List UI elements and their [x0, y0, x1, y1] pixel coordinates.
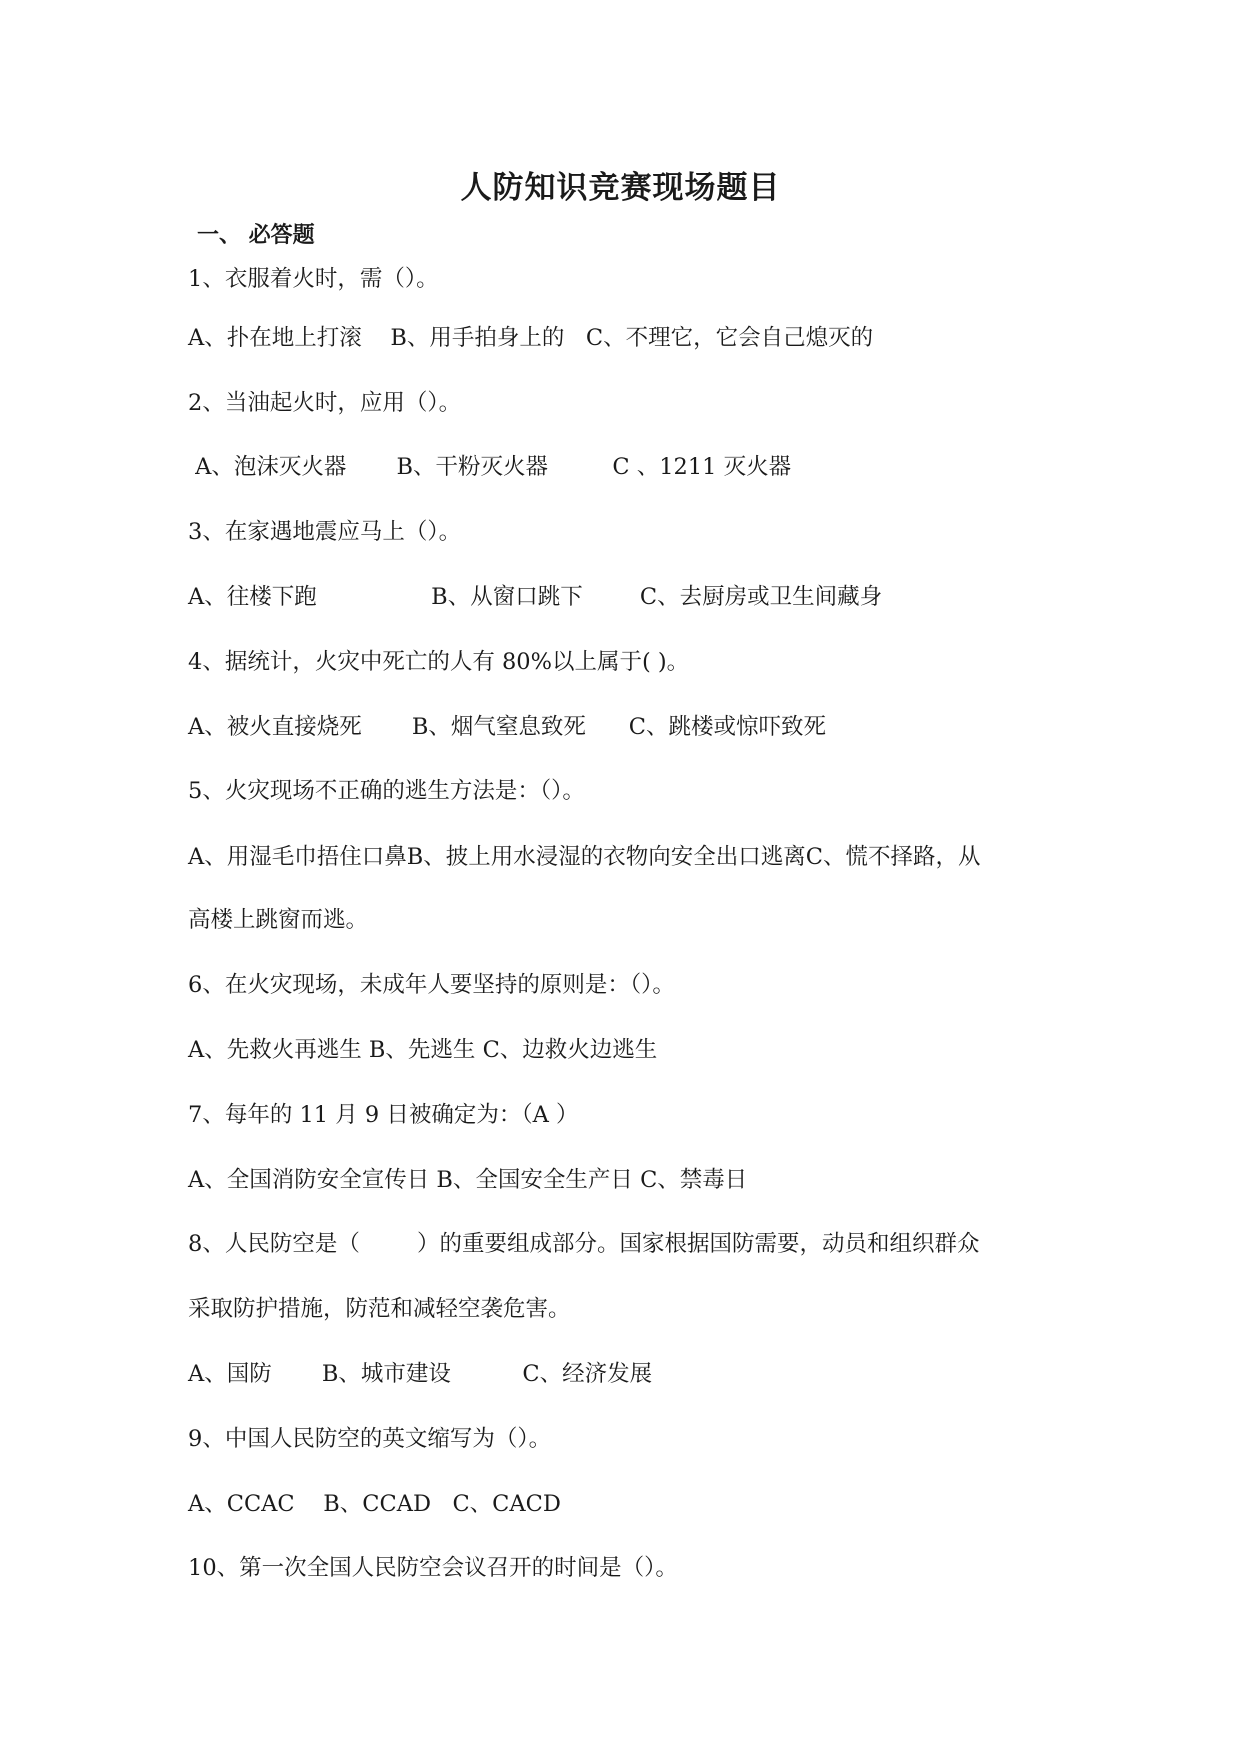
question-4: 4、据统计，火灾中死亡的人有 80%以上属于( )。 — [188, 649, 690, 675]
question-5: 5、火灾现场不正确的逃生方法是：（）。 — [188, 778, 585, 804]
options-2: A、泡沫灭火器 B、干粉灭火器 C 、1211 灭火器 — [188, 454, 792, 480]
options-8: A、国防 B、城市建设 C、经济发展 — [188, 1361, 653, 1387]
question-3: 3、在家遇地震应马上（）。 — [188, 519, 462, 545]
options-1: A、扑在地上打滚 B、用手拍身上的 C、不理它，它会自己熄灭的 — [188, 325, 874, 351]
options-4: A、被火直接烧死 B、烟气窒息致死 C、跳楼或惊吓致死 — [188, 714, 826, 740]
question-8: 8、人民防空是（ ）的重要组成部分。国家根据国防需要，动员和组织群众 — [188, 1231, 980, 1257]
question-10: 10、第一次全国人民防空会议召开的时间是（）。 — [188, 1555, 678, 1581]
options-9: A、CCAC B、CCAD C、CACD — [188, 1491, 561, 1517]
question-2: 2、当油起火时，应用（）。 — [188, 390, 462, 416]
question-7: 7、每年的 11 月 9 日被确定为：（A ） — [188, 1102, 579, 1128]
question-6: 6、在火灾现场，未成年人要坚持的原则是：（）。 — [188, 972, 675, 998]
question-8-continued: 采取防护措施，防范和减轻空袭危害。 — [188, 1296, 571, 1322]
options-3: A、往楼下跑 B、从窗口跳下 C、去厨房或卫生间藏身 — [188, 584, 883, 610]
page-title: 人防知识竞赛现场题目 — [460, 170, 781, 206]
question-9: 9、中国人民防空的英文缩写为（）。 — [188, 1426, 552, 1452]
question-1: 1、衣服着火时，需（）。 — [188, 266, 439, 292]
section-heading: 一、 必答题 — [197, 223, 315, 248]
options-5-continued: 高楼上跳窗而逃。 — [188, 907, 369, 933]
options-7: A、全国消防安全宣传日 B、全国安全生产日 C、禁毒日 — [188, 1167, 748, 1193]
options-5: A、用湿毛巾捂住口鼻B、披上用水浸湿的衣物向安全出口逃离C、慌不择路，从 — [188, 844, 981, 870]
options-6: A、先救火再逃生 B、先逃生 C、边救火边逃生 — [188, 1037, 658, 1063]
